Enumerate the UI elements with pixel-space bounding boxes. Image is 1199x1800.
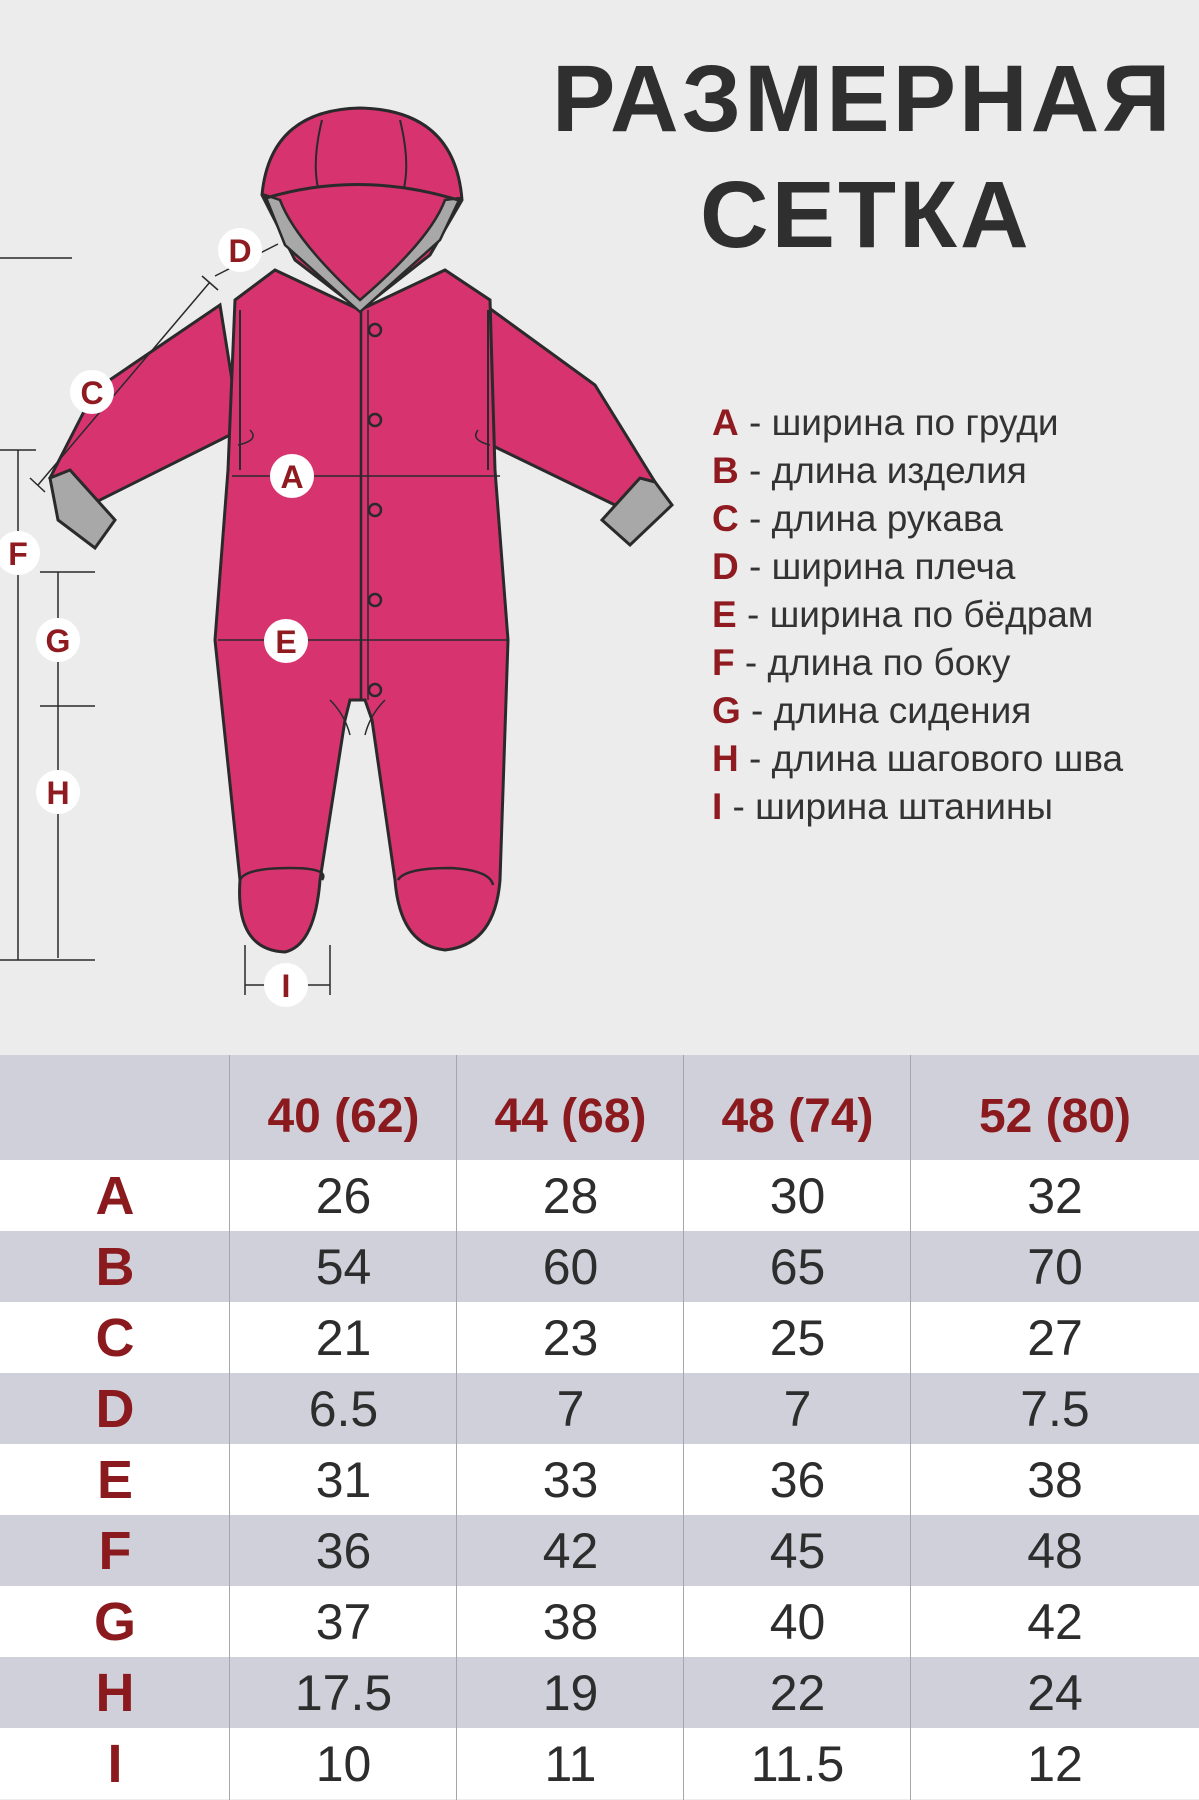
legend-description: - ширина плеча (738, 546, 1016, 587)
legend-description: - длина рукава (738, 498, 1003, 539)
table-cell: 36 (315, 1522, 372, 1579)
row-label: E (96, 1449, 134, 1510)
size-table (0, 1055, 1199, 1799)
table-row (0, 1657, 1199, 1728)
diagram-label-h: H (46, 775, 70, 811)
table-cell: 24 (1027, 1664, 1083, 1721)
legend-letter: D (712, 546, 739, 587)
table-row (0, 1728, 1199, 1799)
legend-letter: E (712, 594, 737, 635)
table-cell: 7 (556, 1380, 585, 1437)
table-cell: 32 (1027, 1167, 1083, 1224)
diagram-label-g: G (45, 623, 71, 659)
jumpsuit-diagram (0, 0, 680, 1055)
table-cell: 19 (542, 1664, 599, 1721)
table-cell: 48 (1027, 1522, 1083, 1579)
table-cell: 11 (544, 1735, 597, 1792)
legend-letter: G (712, 690, 741, 731)
row-label: A (95, 1165, 135, 1226)
table-cell: 42 (1027, 1593, 1083, 1650)
table-cell: 21 (315, 1309, 372, 1366)
table-cell: 36 (769, 1451, 826, 1508)
legend-letter: F (712, 642, 735, 683)
table-cell: 22 (769, 1664, 826, 1721)
table-row (0, 1515, 1199, 1586)
left-sleeve (50, 305, 240, 548)
column-divider (229, 1055, 230, 1800)
legend-item (712, 642, 1123, 690)
diagram-label-c: C (80, 375, 104, 411)
table-cell: 42 (542, 1522, 599, 1579)
row-label: B (95, 1236, 135, 1297)
table-row (0, 1231, 1199, 1302)
table-cell: 12 (1027, 1735, 1083, 1792)
table-cell: 25 (769, 1309, 826, 1366)
legend-item (712, 786, 1123, 834)
size-header-row (0, 1055, 1199, 1160)
table-cell: 28 (542, 1167, 599, 1224)
legend-item (712, 546, 1123, 594)
legend-letter: H (712, 738, 739, 779)
header-corner (0, 1055, 230, 1160)
legend-item (712, 738, 1123, 786)
table-cell: 60 (542, 1238, 599, 1295)
table-row (0, 1160, 1199, 1231)
table-cell: 11.5 (750, 1735, 845, 1792)
table-cell: 38 (1027, 1451, 1083, 1508)
legend-description: - длина изделия (738, 450, 1027, 491)
table-row (0, 1302, 1199, 1373)
legend-description: - ширина по бёдрам (736, 594, 1094, 635)
legend-item (712, 594, 1123, 642)
diagram-label-a: A (280, 459, 304, 495)
legend-description: - ширина по груди (738, 402, 1059, 443)
row-label: D (95, 1378, 135, 1439)
size-header: 52 (80) (978, 1090, 1132, 1143)
size-header: 48 (74) (721, 1090, 874, 1143)
table-cell: 10 (315, 1735, 372, 1792)
table-cell: 31 (315, 1451, 372, 1508)
table-cell: 17.5 (294, 1664, 393, 1721)
diagram-label-e: E (275, 624, 297, 660)
legend-letter: C (712, 498, 739, 539)
legend-item (712, 498, 1123, 546)
diagram-label-i: I (281, 968, 291, 1004)
table-row (0, 1586, 1199, 1657)
table-cell: 23 (542, 1309, 599, 1366)
table-cell: 30 (769, 1167, 826, 1224)
row-label: C (95, 1307, 135, 1368)
table-cell: 40 (769, 1593, 826, 1650)
legend-letter: B (712, 450, 739, 491)
table-cell: 7.5 (1020, 1380, 1090, 1437)
table-cell: 7 (783, 1380, 812, 1437)
column-divider (683, 1055, 684, 1800)
legend-description: - ширина штанины (722, 786, 1053, 827)
measurement-legend (712, 402, 1123, 834)
legend-letter: I (712, 786, 723, 827)
table-cell: 45 (769, 1522, 826, 1579)
table-row (0, 1444, 1199, 1515)
table-cell: 54 (315, 1238, 372, 1295)
row-label: I (107, 1733, 123, 1794)
title-line-1: РАЗМЕРНАЯ (552, 46, 1174, 152)
column-divider (910, 1055, 911, 1800)
table-cell: 6.5 (308, 1380, 379, 1437)
column-divider (456, 1055, 457, 1800)
size-header: 44 (68) (494, 1090, 647, 1143)
table-cell: 33 (542, 1451, 599, 1508)
diagram-label-f: F (8, 536, 28, 572)
table-cell: 70 (1027, 1238, 1083, 1295)
legend-item (712, 450, 1123, 498)
table-cell: 65 (769, 1238, 826, 1295)
legend-description: - длина шагового шва (738, 738, 1124, 779)
title-line-2: СЕТКА (700, 162, 1032, 268)
row-label: F (98, 1520, 132, 1581)
table-cell: 38 (542, 1593, 599, 1650)
legend-item (712, 690, 1123, 738)
row-label: H (95, 1662, 135, 1723)
table-cell: 37 (315, 1593, 372, 1650)
table-row (0, 1373, 1199, 1444)
legend-letter: A (712, 402, 739, 443)
legend-description: - длина по боку (734, 642, 1011, 683)
size-header: 40 (62) (267, 1090, 420, 1143)
legend-item (712, 402, 1123, 450)
table-cell: 27 (1027, 1309, 1083, 1366)
legend-description: - длина сидения (740, 690, 1032, 731)
table-cell: 26 (315, 1167, 372, 1224)
row-label: G (93, 1591, 136, 1652)
diagram-label-d: D (228, 233, 252, 269)
